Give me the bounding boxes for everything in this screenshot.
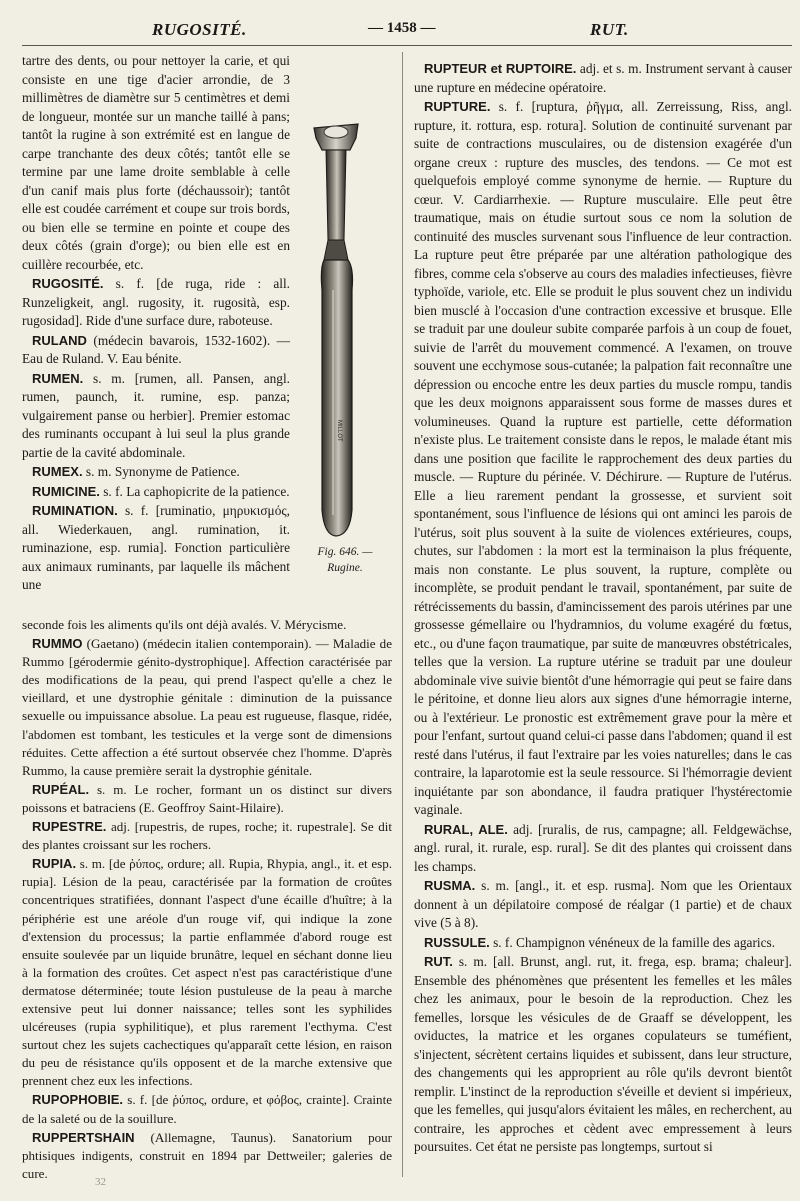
entry-text: s. m. [rumen, all. Pansen, angl. rumen, paunch, it. rumine, esp. panza; vulgairement panse ou herbier]. Premier estomac des ruminants occupant à lui seul la plus grande partie de la cavité abdominale. (22, 370, 290, 460)
dictionary-entry (22, 370, 290, 463)
entry-text: s. m. [all. Brunst, angl. rut, it. frega, esp. brama; chaleur]. Ensemble des phénomènes que présentent les femelles et les mâles chez les animaux, pour le besoin de la reproduction. Chez les femelles, lorsque les vésicules de de Graaff se développent, les oviductes, la matrice et les organes copulateurs se tuméfient, s'injectent, sécrètent certains liquides et subissent, dans leur structure, des changements qui les approprient au rôle qu'ils devront bientôt remplir. L'instinct de la reproduction s'éveille et devient si impérieux, que les femelles, qui jusqu'alors évitaient les mâles, en recherchent, au contraire, les approches et cèdent avec empressement à leurs poursuites. Cet état ne persiste pas longtemps, surtout si (414, 954, 792, 1154)
dictionary-entry (22, 483, 290, 502)
entry-text: s. m. [angl., it. et esp. rusma]. Nom que les Orientaux donnent à un dépilatoire composé de réalgar (1 partie) et de chaux vive (5 à 8). (414, 878, 792, 930)
dictionary-entry (414, 60, 792, 97)
entry-text: s. f. [de ῥύπος, ordure, et φόβος, crainte]. Crainte de la saleté ou de la souillure. (22, 1092, 392, 1126)
dictionary-entry (22, 818, 392, 854)
entry-text: s. f. La caphopicrite de la patience. (99, 483, 290, 499)
entry-headword: RUPPERTSHAIN (32, 1129, 135, 1145)
figure-caption: Fig. 646. — Rugine. (317, 546, 373, 574)
footer-mark: 32 (95, 1176, 106, 1188)
right-column (414, 60, 792, 1158)
dictionary-entry (22, 635, 392, 780)
dictionary-entry (22, 332, 290, 369)
svg-text:MILLOT: MILLOT (336, 420, 342, 442)
entry-text: s. f. [de ruga, ride : all. Runzeligkeit, angl. rugosity, it. rugosità, esp. rugosidad]. Ride d'une surface dure, raboteuse. (22, 276, 290, 328)
entry-headword: RUMEN. (32, 370, 84, 386)
entry-text: adj. et s. m. Instrument servant à causer une rupture en médecine opératoire. (414, 61, 793, 95)
entry-text: s. m. Le rocher, formant un os distinct sur divers poissons et batraciens (E. Geoffroy Saint-Hilaire). (22, 781, 392, 815)
dictionary-entry (22, 52, 290, 274)
dictionary-entry (414, 877, 792, 933)
entry-headword: RUSSULE. (424, 934, 490, 950)
entry-text: s. m. Synonyme de Patience. (82, 464, 240, 479)
entry-text: adj. [ruralis, de rus, campagne; all. Feldgewächse, angl. rural, it. rurale, esp. rural]. Se dit des plantes qui croissent dans les champs. (414, 821, 792, 874)
entry-text: s. f. Champignon vénéneux de la famille des agarics. (489, 934, 776, 950)
dictionary-entry (22, 502, 290, 595)
header-rule (22, 45, 792, 46)
dictionary-entry (414, 98, 792, 820)
entry-headword: RUGOSITÉ. (32, 276, 104, 291)
entry-text: tartre des dents, ou pour nettoyer la carie, et qui consiste en une tige d'acier arrondie, de 3 millimètres de diamètre sur 5 centimètres et demi de longueur, montée sur un manche taillé à pans; tantôt la rugine à son extrémité est en langue de carpe tranchante des deux côtés; tantôt elle se termine par une lame droite semblable à celle d'un canif mais plus forte (déchaussoir); tantôt elle est coudée carrément et coupe sur trois bords, ou bien elle se termine en pointe et coupe des deux côtés (grain d'orge); ou bien elle est en cuillère recourbée, etc. (22, 53, 290, 272)
entry-headword: RUPTURE. (424, 99, 491, 114)
dictionary-entry (22, 855, 392, 1090)
entry-headword: RUMMO (32, 636, 83, 652)
entry-text: (médecin bavarois, 1532-1602). — Eau de Ruland. V. Eau bénite. (22, 332, 290, 366)
entry-text: (Allemagne, Taunus). Sanatorium pour phtisiques indigents, construit en 1894 par Dettweiler; galeries de cure. (22, 1129, 392, 1181)
left-column-top (22, 52, 290, 596)
dictionary-entry (22, 1129, 392, 1183)
page-header (0, 0, 800, 44)
entry-headword: RUMINATION. (32, 503, 118, 518)
entry-headword: RUPOPHOBIE. (32, 1092, 124, 1108)
entry-headword: RUMICINE. (32, 483, 100, 499)
dictionary-entry (22, 1091, 392, 1127)
left-column-bottom (22, 616, 392, 1184)
dictionary-entry (414, 934, 792, 953)
rugine-instrument-illustration (292, 120, 402, 540)
dictionary-entry (22, 275, 290, 331)
dictionary-entry (414, 821, 792, 877)
entry-text: adj. [rupestris, de rupes, roche; it. rupestrale]. Se dit des plantes croissant sur les rochers. (22, 819, 392, 853)
entry-headword: RUPÉAL. (32, 781, 90, 797)
running-head-right: RUT. (590, 20, 629, 39)
entry-headword: RUPIA. (32, 856, 77, 872)
entry-text: seconde fois les aliments qu'ils ont déjà avalés. V. Mérycisme. (22, 617, 347, 632)
entry-headword: RURAL, ALE. (424, 821, 508, 837)
entry-headword: RUSMA. (424, 878, 476, 893)
dictionary-entry (22, 616, 392, 634)
entry-text: s. f. [ruptura, ῥῆγμα, all. Zerreissung, Riss, angl. rupture, it. rottura, esp. rotura]. Solution de continuité survenant par suite de contractions musculaires, ou de distension exagérée d'un organe creux : rupture des muscles, des tendons. — Ce mot est quelquefois employé comme synonyme de hernie. — Rupture du cœur. V. Cardiarrhexie. — Rupture musculaire. Elle peut être traumatique, mais on étudie surtout sous ce nom la solution de continuité des muscles survenant sous l'influence de leur contraction. La rupture peut être préparée par une altération pathologique des fibres, comme cela s'observe au cours des maladies infectieuses, fièvre typhoïde, variole, etc. Elle se produit le plus souvent chez un individu bien musclé à l'occasion d'une contraction excessive et brusque. Elle se traduit par une douleur subite comparée parfois à un coup de fouet, suivie de l'arrêt du mouvement commencé. A l'examen, on trouve souvent une ecchymose sous-cutanée; la palpation fait reconnaître une dépression ou encoche entre les deux parties du muscle rompu, tandis que les deux moignons apparaissent sous forme de masses dures et volumineuses. Quand la rupture est partielle, cette déformation n'existe plus. Le traitement consiste dans le repos, le malade étant mis dans une position que facilite le rapprochement des deux parties du muscle. — Rupture du périnée. V. Déchirure. — Rupture de l'utérus. Elle a lieu rarement pendant la grossesse, et survient soit spontanément, sous l'influence de lésions qui ont aminci les parois de l'utérus, soit plus souvent à la suite de violences extérieures, coups, chutes, sur l'abdomen : la mort est la terminaison la plus fréquente, mais non constante. Le plus souvent, la rupture, complète ou incomplète, se produit pendant le travail, spontanément, par suite de rétrécissements du bassin, d'amincissement des parois utérines par une grossesse gémellaire ou l'hydramnios, du volume exagéré du fœtus, etc., ou d'une façon traumatique, par suite de manœuvres obstétricales, telles que la version. La rupture utérine se traduit par une douleur abdominale vive suivie bientôt d'une hémorragie qui peut se faire dans le péritoine, et donne lieu alors aux signes d'une hémorragie interne, ou à l'extérieur. Le pronostic est extrêmement grave pour la mère et pour l'enfant, surtout quand celui-ci passe dans l'abdomen; quand il est resté dans l'utérus, il faut l'extraire par les voies naturelles; dans le cas contraire, la laparotomie est la seule ressource. Si l'hémorragie devient inquiétante par son abondance, il faudra pratiquer l'hystérectomie vaginale. (414, 99, 792, 817)
dictionary-entry (414, 953, 792, 1157)
entry-headword: RULAND (32, 332, 87, 348)
entry-text: s. m. [de ῥύπος, ordure; all. Rupia, Rhypia, angl., it. et esp. rupia]. Lésion de la peau, caractérisée par la formation de croûtes concentriques stratifiées, donnant l'aspect d'une écaille d'huître; à la périphérie est une aréole d'un rouge vif, qui indique la zone d'extension du processus; la partie enflammée d'abord rouge est ensuite soulevée par un liquide brunâtre, lequel en séchant donne lieu à la formation des croûtes. Cet aspect n'est pas caractéristique d'une dermatose déterminée; toute lésion pustuleuse de la peau à marche extensive peut lui donner naissance; telles sont les syphilides ulcéreuses (rupia syphilitique), et plus rarement l'ecthyma. C'est surtout chez les sujets cachectiques qu'apparaît cette lésion, en raison du peu de résistance qu'ils opposent et de la marche extensive que prennent chez eux les infections. (22, 856, 392, 1089)
entry-headword: RUPTEUR et RUPTOIRE. (424, 61, 577, 76)
running-head-left: RUGOSITÉ. (152, 20, 247, 39)
column-divider (402, 52, 403, 1177)
entry-headword: RUPESTRE. (32, 819, 107, 835)
dictionary-entry (22, 781, 392, 817)
entry-text: s. f. [ruminatio, μηρυκισμός, all. Wiederkauen, angl. rumination, it. ruminazione, esp. rumia]. Fonction particulière aux animaux ruminants, par laquelle ils mâchent une (22, 503, 290, 592)
entry-text: (Gaetano) (médecin italien contemporain). — Maladie de Rummo [gérodermie génito-dystrophique]. Affection caractérisée par des modifications de la peau, qui prend l'aspect qu'elle a chez le vieillard, et une dystrophie génitale : diminution de la puissance sexuelle ou impuissance absolue. La peau est rugueuse, flasque, ridée, l'abdomen est tombant, les testicules et la verge sont de dimensions réduites. Cette affection a été surtout observée chez l'homme. D'après Rummo, la cause première serait la dystrophie génitale. (22, 636, 392, 778)
page-number: — 1458 — (368, 20, 436, 36)
figure-rugine (292, 120, 402, 590)
entry-headword: RUMEX. (32, 464, 83, 479)
dictionary-entry (22, 463, 290, 482)
entry-headword: RUT. (424, 954, 453, 969)
